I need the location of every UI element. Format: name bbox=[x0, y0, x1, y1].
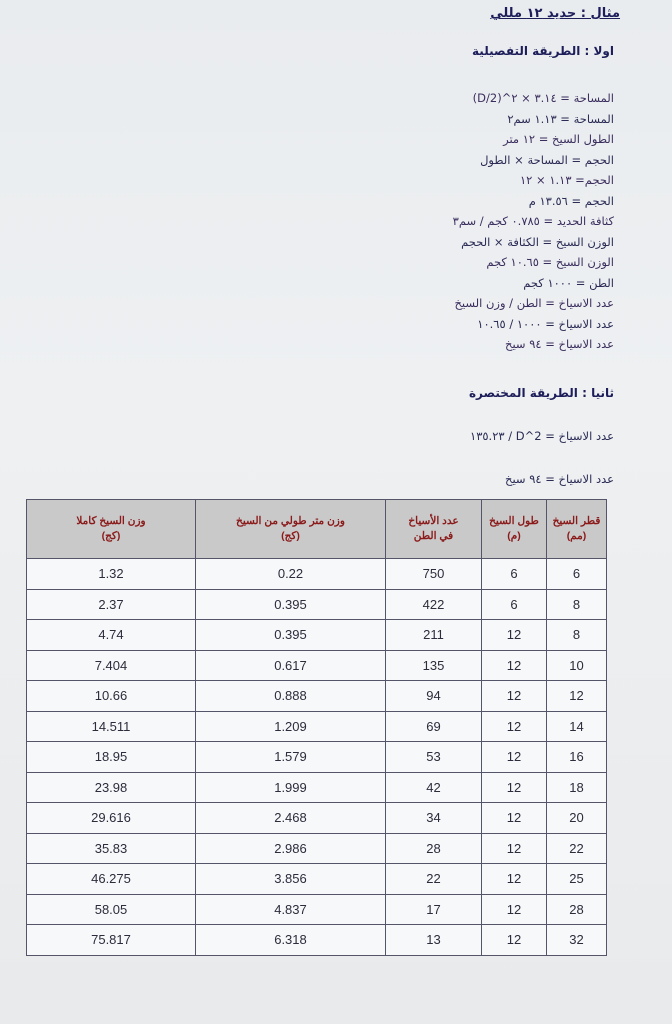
bars-per-ton-cell: 42 bbox=[386, 772, 482, 803]
calc-line: الوزن السيخ = الكثافة × الحجم bbox=[461, 234, 614, 249]
weight-per-meter-cell: 2.986 bbox=[196, 833, 386, 864]
bars-per-ton-cell: 750 bbox=[386, 559, 482, 590]
diameter-cell: 20 bbox=[547, 803, 607, 834]
bar-weight-cell: 18.95 bbox=[27, 742, 196, 773]
diameter-cell: 12 bbox=[547, 681, 607, 712]
calc-line: الحجم= ١.١٣ × ١٢ bbox=[520, 173, 614, 187]
calc-line: الطول السيخ = ١٢ متر bbox=[503, 132, 614, 146]
table-row bbox=[27, 742, 607, 773]
table-row bbox=[27, 589, 607, 620]
method2-result: عدد الاسياخ = ٩٤ سيخ bbox=[505, 472, 614, 486]
bars-per-ton-cell: 422 bbox=[386, 589, 482, 620]
header-length: طول السيخ (م) bbox=[482, 500, 547, 559]
diameter-cell: 28 bbox=[547, 894, 607, 925]
diameter-cell: 8 bbox=[547, 589, 607, 620]
diameter-cell: 25 bbox=[547, 864, 607, 895]
table-row bbox=[27, 894, 607, 925]
weight-per-meter-cell: 1.579 bbox=[196, 742, 386, 773]
header-bars-per-ton: عدد الأسياخ في الطن bbox=[386, 500, 482, 559]
length-cell: 12 bbox=[482, 772, 547, 803]
length-cell: 12 bbox=[482, 742, 547, 773]
weight-per-meter-cell: 6.318 bbox=[196, 925, 386, 956]
bars-per-ton-cell: 17 bbox=[386, 894, 482, 925]
length-cell: 12 bbox=[482, 894, 547, 925]
table-header-row bbox=[27, 500, 607, 559]
weight-per-meter-cell: 0.395 bbox=[196, 620, 386, 651]
header-weight-per-meter: وزن متر طولي من السيخ (كج) bbox=[196, 500, 386, 559]
bar-weight-cell: 2.37 bbox=[27, 589, 196, 620]
length-cell: 12 bbox=[482, 711, 547, 742]
length-cell: 6 bbox=[482, 559, 547, 590]
weight-per-meter-cell: 1.999 bbox=[196, 772, 386, 803]
table-row bbox=[27, 650, 607, 681]
rebar-weight-table bbox=[26, 499, 607, 956]
table-row bbox=[27, 864, 607, 895]
bars-per-ton-cell: 211 bbox=[386, 620, 482, 651]
calc-line: الطن = ١٠٠٠ كجم bbox=[523, 275, 614, 290]
diameter-cell: 16 bbox=[547, 742, 607, 773]
table-row bbox=[27, 711, 607, 742]
page-title: مثال : حديد ١٢ مللي bbox=[490, 6, 620, 21]
method2-heading: ثانيا : الطريقة المختصرة bbox=[468, 386, 614, 400]
weight-per-meter-cell: 4.837 bbox=[196, 894, 386, 925]
length-cell: 12 bbox=[482, 803, 547, 834]
table-row bbox=[27, 559, 607, 590]
diameter-cell: 8 bbox=[547, 620, 607, 651]
table-row bbox=[27, 620, 607, 651]
calc-line: الحجم = المساحة × الطول bbox=[480, 152, 614, 167]
table-row bbox=[27, 925, 607, 956]
bars-per-ton-cell: 28 bbox=[386, 833, 482, 864]
method1-heading: اولا : الطريقة التفصيلية bbox=[472, 44, 614, 58]
header-diameter: قطر السيخ (مم) bbox=[547, 500, 607, 559]
weight-per-meter-cell: 0.22 bbox=[196, 559, 386, 590]
bars-per-ton-cell: 34 bbox=[386, 803, 482, 834]
weight-per-meter-cell: 0.888 bbox=[196, 681, 386, 712]
length-cell: 6 bbox=[482, 589, 547, 620]
calc-line: الحجم = ١٣.٥٦ م bbox=[528, 193, 614, 208]
bar-weight-cell: 14.511 bbox=[27, 711, 196, 742]
length-cell: 12 bbox=[482, 620, 547, 651]
weight-per-meter-cell: 2.468 bbox=[196, 803, 386, 834]
bar-weight-cell: 35.83 bbox=[27, 833, 196, 864]
bars-per-ton-cell: 22 bbox=[386, 864, 482, 895]
calc-line: الوزن السيخ = ١٠.٦٥ كجم bbox=[486, 255, 614, 269]
bar-weight-cell: 7.404 bbox=[27, 650, 196, 681]
bar-weight-cell: 1.32 bbox=[27, 559, 196, 590]
bar-weight-cell: 29.616 bbox=[27, 803, 196, 834]
calc-line: المساحة = ١.١٣ سم٢ bbox=[507, 111, 614, 126]
bar-weight-cell: 58.05 bbox=[27, 894, 196, 925]
table-row bbox=[27, 803, 607, 834]
length-cell: 12 bbox=[482, 925, 547, 956]
table-row bbox=[27, 681, 607, 712]
length-cell: 12 bbox=[482, 864, 547, 895]
calc-line: عدد الاسياخ = الطن / وزن السيخ bbox=[454, 296, 614, 310]
method2-formula: عدد الاسياخ = D^2 / ١٣٥.٢٣ bbox=[470, 429, 614, 443]
table-row bbox=[27, 772, 607, 803]
bars-per-ton-cell: 94 bbox=[386, 681, 482, 712]
calc-line: عدد الاسياخ = ١٠٠٠ / ١٠.٦٥ bbox=[477, 316, 614, 331]
diameter-cell: 18 bbox=[547, 772, 607, 803]
bars-per-ton-cell: 69 bbox=[386, 711, 482, 742]
bar-weight-cell: 23.98 bbox=[27, 772, 196, 803]
bars-per-ton-cell: 13 bbox=[386, 925, 482, 956]
diameter-cell: 14 bbox=[547, 711, 607, 742]
table-row bbox=[27, 833, 607, 864]
length-cell: 12 bbox=[482, 833, 547, 864]
method1-calculation-list bbox=[453, 88, 614, 355]
bar-weight-cell: 4.74 bbox=[27, 620, 196, 651]
bars-per-ton-cell: 53 bbox=[386, 742, 482, 773]
bar-weight-cell: 10.66 bbox=[27, 681, 196, 712]
weight-per-meter-cell: 1.209 bbox=[196, 711, 386, 742]
length-cell: 12 bbox=[482, 650, 547, 681]
header-bar-weight: وزن السيخ كاملا (كج) bbox=[27, 500, 196, 559]
bar-weight-cell: 75.817 bbox=[27, 925, 196, 956]
diameter-cell: 22 bbox=[547, 833, 607, 864]
length-cell: 12 bbox=[482, 681, 547, 712]
weight-per-meter-cell: 3.856 bbox=[196, 864, 386, 895]
calc-line: كثافة الحديد = ٠.٧٨٥ كجم / سم٣ bbox=[452, 214, 614, 228]
calc-line: عدد الاسياخ = ٩٤ سيخ bbox=[505, 337, 614, 351]
weight-per-meter-cell: 0.617 bbox=[196, 650, 386, 681]
bars-per-ton-cell: 135 bbox=[386, 650, 482, 681]
diameter-cell: 10 bbox=[547, 650, 607, 681]
diameter-cell: 6 bbox=[547, 559, 607, 590]
calc-line: المساحة = ٣.١٤ × ٢^(D/2) bbox=[472, 91, 614, 105]
bar-weight-cell: 46.275 bbox=[27, 864, 196, 895]
diameter-cell: 32 bbox=[547, 925, 607, 956]
weight-per-meter-cell: 0.395 bbox=[196, 589, 386, 620]
